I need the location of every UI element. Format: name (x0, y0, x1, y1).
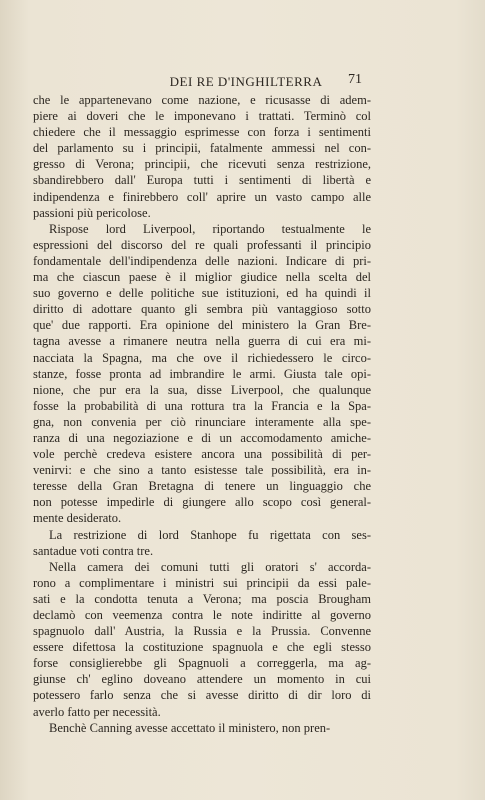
text-line: averlo fatto per necessità. (33, 704, 161, 719)
text-line: ranza di una negoziazione e di un accomodamento amiche- (33, 430, 371, 445)
text-line: indipendenza e finirebbero coll' aprire un vasto campo alle (33, 189, 371, 204)
text-line: tagna avesse a rimanere neutra nella guerra di cui era mi- (33, 334, 371, 349)
text-line: Rispose lord Liverpool, riportando testualmente le (49, 221, 371, 236)
text-line: espressioni del discorso del re quali professanti il principio (33, 237, 371, 252)
text-line: forse consiglierebbe gli Spagnuoli a correggerla, ma ag- (33, 656, 371, 671)
text-line: La restrizione di lord Stanhope fu rigettata con ses- (49, 527, 371, 542)
text-line: vole perchè credeva esistere ancora una possibilità di per- (33, 447, 371, 462)
text-line: del parlamento su i principii, fatalmente ammessi nel con- (33, 141, 371, 156)
text-line: sati e la condotta tenuta a Verona; ma poscia Brougham (33, 591, 371, 606)
text-line: Nella camera dei comuni tutti gli oratori s' accorda- (49, 559, 371, 574)
text-line: spagnuolo dall' Austria, la Russia e la Prussia. Convenne (33, 624, 371, 639)
text-line: giunse ch' eglino doveano attendere un momento in cui (33, 672, 371, 687)
text-line: ma che ciascun paese è il miglior giudice nella scelta del (33, 270, 371, 285)
text-line: non potesse impedirle di giungere allo scopo così general- (33, 495, 371, 510)
text-line: fosse la probabilità di una rottura tra la Francia e la Spa- (33, 398, 371, 413)
text-line: potessero farlo senza che si avesse diritto di dir loro di (33, 688, 371, 703)
text-line: essere difettosa la costituzione spagnuola e che egli stesso (33, 640, 371, 655)
text-line: santadue voti contra tre. (33, 543, 154, 558)
text-line: suo governo e delle politiche sue istituzioni, ed ha quindi il (33, 286, 371, 301)
text-line: nacciata la Spagna, ma che ove il richiedessero le circo- (33, 350, 371, 365)
text-line: stanze, fosse pronta ad imbrandire le armi. Giusta tale opi- (33, 366, 371, 381)
text-line: che le appartenevano come nazione, e ricusasse di adem- (33, 93, 371, 107)
paragraph (33, 720, 371, 736)
running-title: DEI RE D'INGHILTERRA (169, 74, 323, 89)
text-line: nione, che pur era la sua, disse Liverpool, che qualunque (33, 382, 371, 397)
paragraph (33, 221, 371, 527)
text-line: rono a complimentare i ministri sui principii da essi pale- (33, 575, 371, 590)
text-line: gresso di Verona; principii, che ricevuti senza restrizione, (33, 157, 371, 172)
text-line: teresse della Gran Bretagna di tenere un linguaggio che (33, 479, 371, 494)
text-line: piere ai doveri che le imponevano i trattati. Terminò col (33, 109, 371, 124)
text-line: sbandirebbero dall' Europa tutti i sentimenti di libertà e (33, 173, 371, 188)
text-line: venirvi: e che sino a tanto esistesse tale possibilità, era in- (33, 463, 371, 478)
text-line: diritto di adottare quanto gli sembra più vantaggioso sotto (33, 302, 371, 317)
text-line: passioni più pericolose. (33, 205, 151, 220)
paragraph (33, 527, 371, 559)
paragraph (33, 92, 371, 221)
text-line: fondamentale dell'indipendenza delle nazioni. Indicare di pri- (33, 253, 371, 268)
paragraph (33, 559, 371, 720)
text-line: que' due rapporti. Era opinione del ministero la Gran Bre- (33, 318, 371, 333)
page-number: 71 (348, 72, 362, 87)
text-line: mente desiderato. (33, 511, 122, 526)
text-line: chiedere che il messaggio esprimesse con forza i sentimenti (33, 125, 371, 140)
text-line: gna, non convenia per ciò rinunciare interamente alla spe- (33, 414, 371, 429)
text-line: Benchè Canning avesse accettato il ministero, non pren- (49, 720, 331, 735)
body-text (33, 92, 371, 736)
text-line: declamò con veemenza contra le note indiritte al governo (33, 608, 371, 622)
